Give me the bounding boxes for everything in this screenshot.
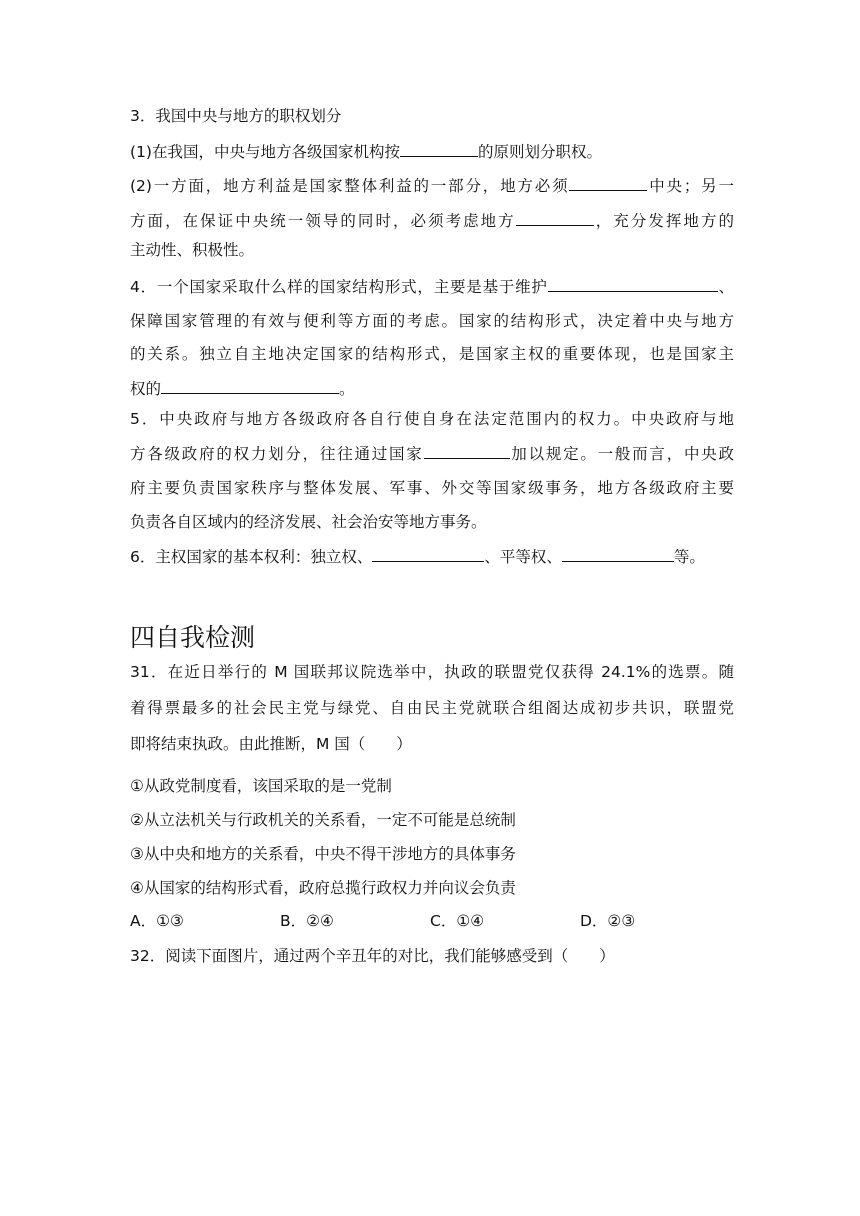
section3-item1 bbox=[130, 141, 602, 162]
text: 方面，在保证中央统一领导的同时，必须考虑地方 bbox=[130, 212, 516, 230]
fill-blank[interactable] bbox=[569, 175, 647, 191]
text: 等。 bbox=[673, 548, 705, 566]
fill-blank[interactable] bbox=[562, 546, 674, 562]
section-heading: 四自我检测 bbox=[130, 623, 256, 652]
fill-blank[interactable] bbox=[424, 443, 510, 459]
q31-statement-3: ③从中央和地方的关系看，中央不得干涉地方的具体事务 bbox=[130, 845, 516, 863]
section4-line3: 的关系。独立自主地决定国家的结构形式，是国家主权的重要体现，也是国家主 bbox=[130, 345, 734, 363]
q32-line1: 32．阅读下面图片，通过两个辛丑年的对比，我们能够感受到（ ） bbox=[130, 947, 615, 965]
text: 加以规定。一般而言，中央政 bbox=[509, 445, 734, 463]
text: 中央；另一 bbox=[647, 177, 734, 195]
fill-blank[interactable] bbox=[372, 546, 484, 562]
section3-item2-line3: 主动性、积极性。 bbox=[130, 241, 255, 259]
text: 、平等权、 bbox=[484, 548, 562, 566]
q31-statement-2: ②从立法机关与行政机关的关系看，一定不可能是总统制 bbox=[130, 811, 516, 829]
q31-statement-1: ①从政党制度看，该国采取的是一党制 bbox=[130, 777, 392, 795]
q31-statement-4: ④从国家的结构形式看，政府总揽行政权力并向议会负责 bbox=[130, 879, 516, 897]
text: ，充分发挥地方的 bbox=[593, 212, 734, 230]
option-d[interactable]: D．②③ bbox=[580, 912, 636, 930]
text: 。 bbox=[339, 380, 355, 398]
q31-line1: 31．在近日举行的 M 国联邦议院选举中，执政的联盟党仅获得 24.1%的选票。随 bbox=[130, 663, 734, 681]
fill-blank[interactable] bbox=[516, 210, 594, 226]
section4-line4 bbox=[130, 378, 355, 399]
text: 的原则划分职权。 bbox=[477, 143, 602, 161]
text: 方各级政府的权力划分，往往通过国家 bbox=[130, 445, 424, 463]
section4-line1 bbox=[130, 276, 734, 297]
section6-line1 bbox=[130, 546, 705, 567]
option-c[interactable]: C．①④ bbox=[430, 912, 485, 930]
text: (2)一方面，地方利益是国家整体利益的一部分，地方必须 bbox=[130, 177, 570, 195]
section5-line2 bbox=[130, 443, 734, 464]
section3-title: 3．我国中央与地方的职权划分 bbox=[130, 107, 342, 125]
option-b[interactable]: B．②④ bbox=[280, 912, 334, 930]
text: 、 bbox=[717, 278, 734, 296]
section5-line4: 负责各自区域内的经济发展、社会治安等地方事务。 bbox=[130, 513, 487, 531]
fill-blank[interactable] bbox=[548, 276, 718, 292]
section3-item2-line1 bbox=[130, 175, 734, 196]
fill-blank[interactable] bbox=[161, 378, 339, 394]
text: (1)在我国，中央与地方各级国家机构按 bbox=[130, 143, 400, 161]
section3-item2-line2 bbox=[130, 210, 734, 231]
section4-line2: 保障国家管理的有效与便利等方面的考虑。国家的结构形式，决定着中央与地方 bbox=[130, 312, 734, 330]
text: 4．一个国家采取什么样的国家结构形式，主要是基于维护 bbox=[130, 278, 548, 296]
q31-line3: 即将结束执政。由此推断，M 国（ ） bbox=[130, 735, 412, 753]
q31-line2: 着得票最多的社会民主党与绿党、自由民主党就联合组阁达成初步共识，联盟党 bbox=[130, 699, 734, 717]
option-a[interactable]: A．①③ bbox=[130, 912, 184, 930]
text: 权的 bbox=[130, 380, 162, 398]
section5-line3: 府主要负责国家秩序与整体发展、军事、外交等国家级事务，地方各级政府主要 bbox=[130, 479, 734, 497]
fill-blank[interactable] bbox=[400, 141, 478, 157]
text: 6．主权国家的基本权利：独立权、 bbox=[130, 548, 373, 566]
section5-line1: 5．中央政府与地方各级政府各自行使自身在法定范围内的权力。中央政府与地 bbox=[130, 410, 734, 428]
